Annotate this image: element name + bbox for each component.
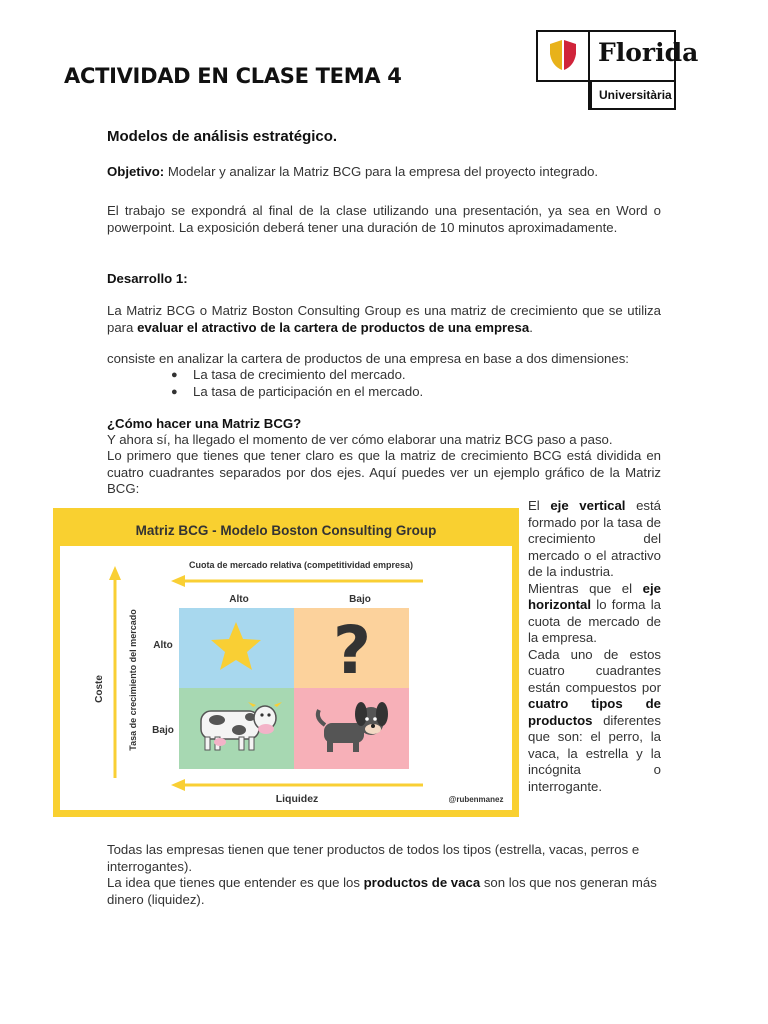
side-explanation — [528, 498, 661, 795]
column-label-bajo: Bajo — [349, 594, 371, 605]
side-text: El — [528, 498, 551, 513]
side-bold: eje vertical — [550, 498, 626, 513]
matrix-title: Matriz BCG - Modelo Boston Consulting Group — [135, 523, 437, 538]
side-bold: eje horizontal — [528, 580, 661, 612]
bcg-matrix-figure — [53, 508, 519, 817]
objective-text: Modelar y analizar la Matriz BCG para la empresa del proyecto integrado. — [164, 164, 599, 179]
dimensions-paragraph: consiste en analizar la cartera de productos de una empresa en base a dos dimensiones: — [107, 351, 629, 366]
side-text: lo forma la cuota de mercado de la empresa. — [528, 597, 661, 645]
logo-subtitle: Universitària — [599, 88, 672, 102]
closing-paragraph-2 — [107, 875, 663, 908]
list-item: ● La tasa de crecimiento del mercado. — [171, 367, 423, 384]
row-label-bajo: Bajo — [152, 725, 174, 736]
top-axis-label: Cuota de mercado relativa (competitividad empresa) — [188, 560, 414, 570]
como-line-1: Y ahora sí, ha llegado el momento de ver cómo elaborar una matriz BCG paso a paso. — [107, 432, 613, 447]
como-paragraph: Lo primero que tienes que tener claro es que la matriz de crecimiento BCG está dividida en cuatro cuadrantes separados por dos ejes. Aquí puedes ver un ejemplo gráfico de la Matriz BCG: — [107, 448, 661, 496]
closing-text: La idea que tienes que entender es que los — [107, 875, 364, 890]
desarrollo-bold: evaluar el atractivo de la cartera de productos de una empresa — [137, 319, 530, 335]
shield-logo-icon — [548, 38, 578, 74]
objective-label: Objetivo: — [107, 164, 165, 179]
como-heading: ¿Cómo hacer una Matriz BCG? — [107, 416, 302, 431]
side-paragraph-2 — [528, 581, 661, 647]
side-text: Mientras que el — [528, 580, 643, 596]
row-label-alto: Alto — [153, 640, 173, 651]
florida-logo — [536, 30, 699, 112]
desarrollo-text-end: . — [529, 319, 533, 335]
closing-paragraph-1: Todas las empresas tienen que tener productos de todos los tipos (estrella, vacas, perros e interrogantes). — [107, 842, 640, 874]
document-title: ACTIVIDAD EN CLASE TEMA 4 — [64, 64, 402, 88]
coste-label: Coste — [94, 675, 105, 703]
side-paragraph-1 — [528, 498, 661, 581]
desarrollo-paragraph — [107, 303, 661, 336]
question-mark-icon: ? — [332, 612, 372, 689]
left-axis-label: Tasa de crecimiento del mercado — [128, 609, 138, 751]
liquidez-label: Liquidez — [275, 793, 319, 805]
closing-bold: productos de vaca — [363, 875, 481, 890]
side-text: está formado por la tasa de crecimiento del mercado o el atractivo de la industria. — [528, 498, 662, 579]
credit-label: @rubenmanez — [448, 795, 504, 804]
desarrollo-heading: Desarrollo 1: — [107, 271, 188, 286]
list-item: ● La tasa de participación en el mercado. — [171, 384, 423, 401]
side-text: Cada uno de estos cuatro cuadrantes están compuestos por — [528, 646, 661, 695]
dimensions-list — [171, 367, 423, 400]
logo-wordmark: Florida — [598, 38, 699, 67]
column-label-alto: Alto — [229, 594, 249, 605]
desarrollo-text-start: La Matriz BCG o Matriz Boston Consulting Group es una matriz de crecimiento que se utiliza para — [107, 303, 661, 335]
closing-text: son los que nos generan más dinero (liquidez). — [107, 875, 657, 907]
section-title: Modelos de análisis estratégico. — [107, 128, 338, 145]
side-text: diferentes que son: el perro, la vaca, la estrella y la incógnita o interrogante. — [528, 712, 661, 794]
intro-paragraph: El trabajo se expondrá al final de la clase utilizando una presentación, ya sea en Word o powerpoint. La exposición deberá tener una duración de 10 minutos aproximadamente. — [107, 203, 661, 235]
side-bold: cuatro tipos de productos — [528, 696, 661, 728]
objective-paragraph — [107, 164, 663, 181]
side-paragraph-3 — [528, 647, 661, 796]
